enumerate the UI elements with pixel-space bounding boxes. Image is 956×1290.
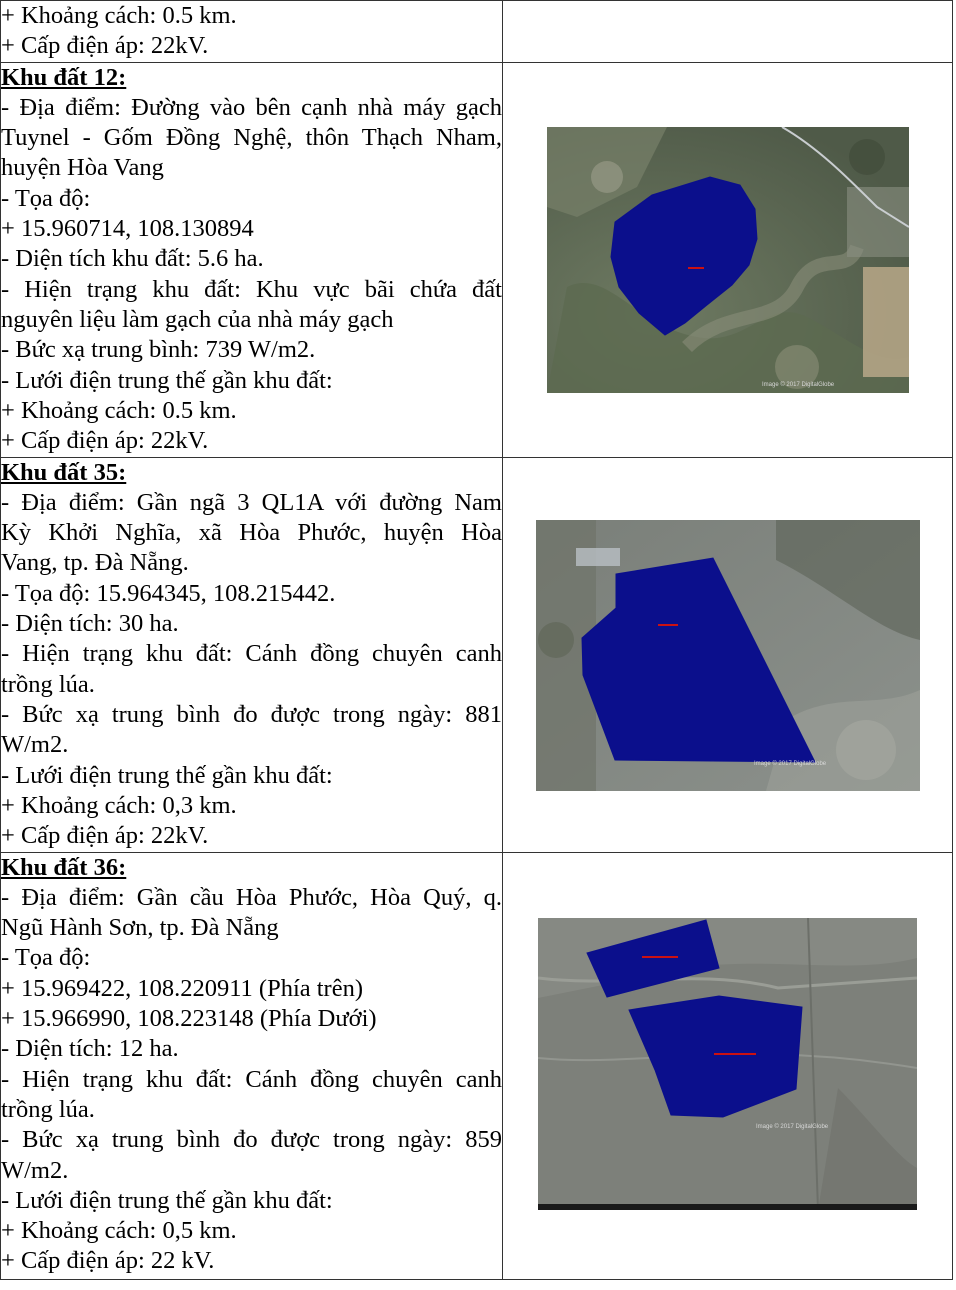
site-heading: Khu đất 12: <box>1 63 127 91</box>
text-line: - Lưới điện trung thế gần khu đất: <box>1 366 333 394</box>
text-line: Vang, tp. Đà Nẵng. <box>1 549 189 577</box>
satellite-map-site-36 <box>538 918 917 1210</box>
site-12-image-cell <box>503 62 953 457</box>
table-row-site-36 <box>1 852 953 1279</box>
table-row-continuation <box>1 1 953 63</box>
text-line: Ngũ Hành Sơn, tp. Đà Nẵng <box>1 914 279 942</box>
site-12-marker <box>688 267 704 269</box>
site-35-image-cell <box>503 457 953 852</box>
site-35-text-cell <box>1 457 503 852</box>
text-line: + Cấp điện áp: 22kV. <box>1 427 209 455</box>
text-line: + Khoảng cách: 0.5 km. <box>1 396 237 424</box>
text-line: W/m2. <box>1 1156 69 1184</box>
text-line: + Cấp điện áp: 22kV. <box>1 822 209 850</box>
text-line: + Khoảng cách: 0,5 km. <box>1 1217 237 1245</box>
text-line: - Địa điểm: Gần cầu Hòa Phước, Hòa Quý, q. <box>1 883 502 911</box>
text-line: + Cấp điện áp: 22 kV. <box>1 1247 215 1275</box>
text-line: + 15.960714, 108.130894 <box>1 215 254 243</box>
text-line: Kỳ Khởi Nghĩa, xã Hòa Phước, huyện Hòa <box>1 519 502 547</box>
text-line: huyện Hòa Vang <box>1 154 164 182</box>
satellite-map-site-12 <box>547 127 909 393</box>
continuation-image-cell <box>503 1 953 63</box>
text-line: + 15.969422, 108.220911 (Phía trên) <box>1 974 363 1002</box>
text-line: - Bức xạ trung bình: 739 W/m2. <box>1 336 316 364</box>
text-line: - Diện tích: 30 ha. <box>1 610 179 638</box>
site-36-image-cell <box>503 852 953 1279</box>
satellite-map-site-35 <box>536 520 920 791</box>
site-heading: Khu đất 35: <box>1 458 127 486</box>
text-line: + Khoảng cách: 0.5 km. <box>1 2 237 29</box>
map-watermark: Image © 2017 DigitalGlobe <box>754 760 827 767</box>
text-line: - Bức xạ trung bình đo được trong ngày: 881 <box>1 700 502 728</box>
text-line: - Diện tích: 12 ha. <box>1 1035 179 1063</box>
table-row-site-12 <box>1 62 953 457</box>
text-line: nguyên liệu làm gạch của nhà máy gạch <box>1 305 394 333</box>
text-line: - Tọa độ: <box>1 944 91 972</box>
map-watermark: Image © 2017 DigitalGlobe <box>756 1123 829 1130</box>
text-line: - Lưới điện trung thế gần khu đất: <box>1 1186 333 1214</box>
text-line: - Hiện trạng khu đất: Khu vực bãi chứa đất <box>1 275 502 303</box>
site-heading: Khu đất 36: <box>1 853 127 881</box>
site-36-lower-marker <box>714 1053 756 1055</box>
text-line: - Diện tích khu đất: 5.6 ha. <box>1 245 264 273</box>
site-36-text-cell <box>1 852 503 1279</box>
text-line: trồng lúa. <box>1 670 95 698</box>
site-12-text-cell <box>1 62 503 457</box>
text-line: - Hiện trạng khu đất: Cánh đồng chuyên canh <box>1 640 502 668</box>
text-line: W/m2. <box>1 731 69 759</box>
text-line: trồng lúa. <box>1 1095 95 1123</box>
map-watermark: Image © 2017 DigitalGlobe <box>762 381 835 388</box>
table-row-site-35 <box>1 457 953 852</box>
site-36-upper-marker <box>642 956 678 958</box>
text-line: - Lưới điện trung thế gần khu đất: <box>1 761 333 789</box>
text-line: + 15.966990, 108.223148 (Phía Dưới) <box>1 1005 377 1033</box>
text-line: Tuynel - Gốm Đồng Nghệ, thôn Thạch Nham, <box>1 124 502 152</box>
text-line: + Cấp điện áp: 22kV. <box>1 32 209 60</box>
text-line: - Hiện trạng khu đất: Cánh đồng chuyên canh <box>1 1065 502 1093</box>
text-line: - Địa điểm: Gần ngã 3 QL1A với đường Nam <box>1 488 502 516</box>
text-line: + Khoảng cách: 0,3 km. <box>1 791 237 819</box>
text-line: - Tọa độ: 15.964345, 108.215442. <box>1 579 336 607</box>
text-line: - Bức xạ trung bình đo được trong ngày: 859 <box>1 1126 502 1154</box>
text-line: - Địa điểm: Đường vào bên cạnh nhà máy gạch <box>1 93 502 121</box>
site-35-marker <box>658 624 678 626</box>
text-line: - Tọa độ: <box>1 184 91 212</box>
continuation-text-cell <box>1 1 503 63</box>
